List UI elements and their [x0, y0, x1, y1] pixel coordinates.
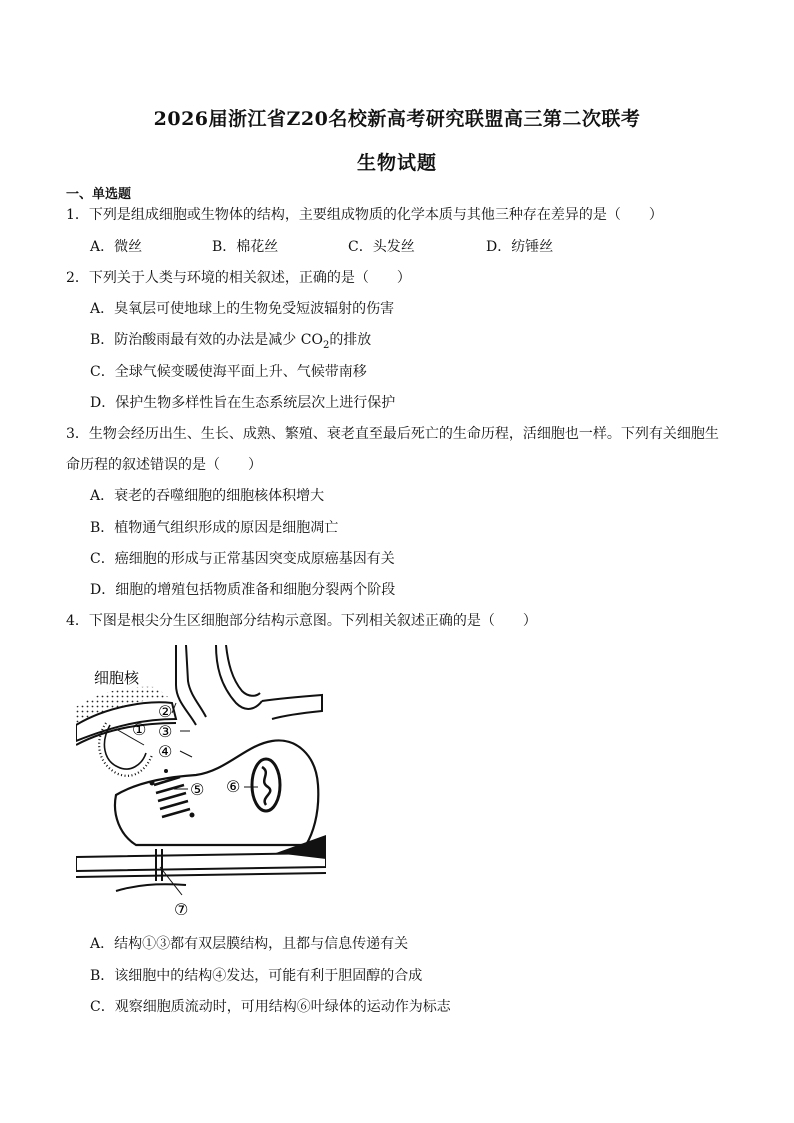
q2-option-b-pre: B．防治酸雨最有效的办法是减少 CO [90, 332, 323, 348]
label-1: ① [132, 720, 147, 739]
cell-structure-diagram [76, 645, 326, 915]
label-3: ③ [158, 722, 173, 741]
cell-wall-top-inner [186, 645, 206, 717]
cell-wall-bottom-line [76, 873, 326, 877]
lower-membrane [116, 884, 186, 891]
q4-option-b: B．该细胞中的结构④发达，可能有利于胆固醇的合成 [90, 968, 423, 984]
q1-option-c: C．头发丝 [348, 239, 415, 255]
section-heading: 一、单选题 [66, 187, 132, 202]
label-4: ④ [158, 742, 173, 761]
leader-4 [180, 751, 192, 757]
label-5: ⑤ [190, 780, 205, 799]
q4-option-a: A．结构①③都有双层膜结构，且都与信息传递有关 [90, 936, 409, 952]
q3-option-b: B．植物通气组织形成的原因是细胞凋亡 [90, 520, 339, 536]
q2-option-b [90, 330, 371, 356]
q2-option-c: C．全球气候变暖使海平面上升、气候带南移 [90, 364, 367, 380]
q1-option-d: D．纺锤丝 [486, 239, 554, 255]
plasma-membrane-right [262, 695, 322, 719]
q3-option-c: C．癌细胞的形成与正常基因突变成原癌基因有关 [90, 551, 395, 567]
q2-option-a: A．臭氧层可使地球上的生物免受短波辐射的伤害 [90, 301, 395, 317]
exam-title: 2026届浙江省Z20名校新高考研究联盟高三第二次联考 [153, 108, 641, 130]
q2-option-b-post: 的排放 [329, 332, 372, 348]
cell-wall-right-top [216, 645, 262, 709]
label-6: ⑥ [226, 777, 241, 796]
q2-option-d: D．保护生物多样性旨在生态系统层次上进行保护 [90, 395, 396, 411]
label-2: ② [158, 702, 173, 721]
q1-option-a: A．微丝 [90, 239, 143, 255]
q3-option-d: D．细胞的增殖包括物质准备和细胞分裂两个阶段 [90, 582, 396, 598]
cell-wall-bottom [76, 853, 326, 871]
q3-stem-line1: 3．生物会经历出生、生长、成熟、繁殖、衰老直至最后死亡的生命历程，活细胞也一样。下列有关细胞生 [66, 426, 719, 442]
leader-7 [160, 867, 182, 895]
label-7: ⑦ [174, 900, 189, 915]
cell-wall-right-top-inner [226, 645, 260, 696]
exam-subtitle: 生物试题 [356, 152, 437, 174]
nucleus-label: 细胞核 [94, 669, 140, 687]
q2-option-b-sub: 2 [322, 339, 330, 351]
q3-stem-line2: 命历程的叙述错误的是（ ） [66, 457, 262, 473]
q4-option-c: C．观察细胞质流动时，可用结构⑥叶绿体的运动作为标志 [90, 999, 451, 1015]
q3-option-a: A．衰老的吞噬细胞的细胞核体积增大 [90, 488, 325, 504]
q4-stem: 4．下图是根尖分生区细胞部分结构示意图。下列相关叙述正确的是（ ） [66, 613, 537, 629]
q1-stem: 1．下列是组成细胞或生物体的结构，主要组成物质的化学本质与其他三种存在差异的是（ ） [66, 207, 663, 223]
q2-stem: 2．下列关于人类与环境的相关叙述，正确的是（ ） [66, 270, 411, 286]
q1-option-b: B．棉花丝 [212, 239, 279, 255]
mitochondrion [252, 759, 280, 811]
